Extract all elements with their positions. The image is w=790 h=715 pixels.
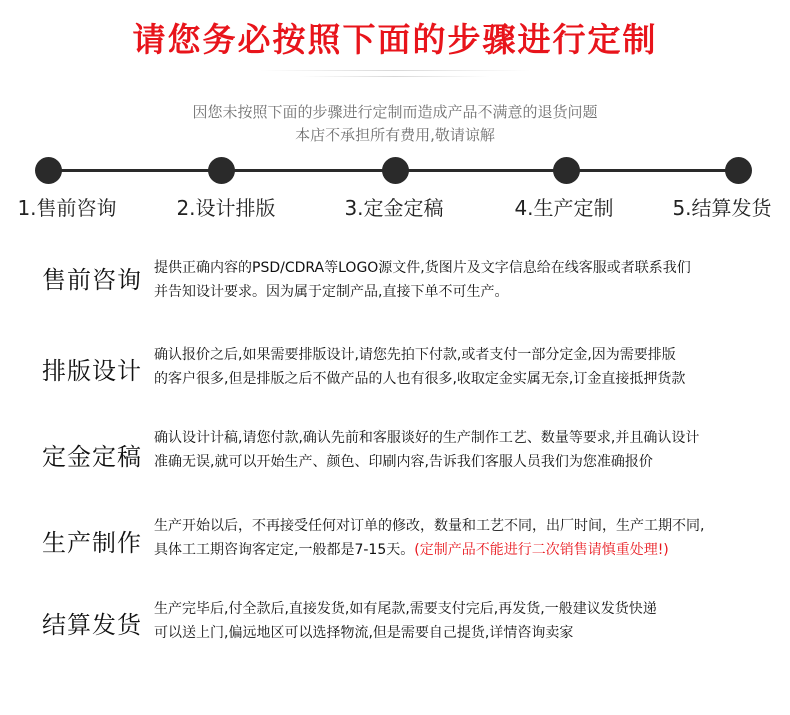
section-body-settlement [154,597,774,645]
section-line: 生产开始以后，不再接受任何对订单的修改，数量和工艺不同，出厂时间，生产工期不同, [154,518,705,534]
section-body-deposit [154,426,774,474]
timeline-dot [725,157,752,184]
section-line: 生产完毕后,付全款后,直接发货,如有尾款,需要支付完后,再发货,一般建议发货快递 [154,601,657,617]
step-label-5: 5.结算发货 [672,196,772,220]
section-line: 准确无误,就可以开始生产、颜色、印刷内容,告诉我们客服人员我们为您准确报价 [154,454,653,470]
section-line: 的客户很多,但是排版之后不做产品的人也有很多,收取定金实属无奈,订金直接抵押货款 [154,371,686,387]
section-body-presale [154,256,774,304]
step-label-1: 1.售前咨询 [17,196,117,220]
step-label-2: 2.设计排版 [176,196,276,220]
notice-line-1: 因您未按照下面的步骤进行定制而造成产品不满意的退货问题 [192,103,598,121]
section-title-layout: 排版设计 [42,357,142,385]
section-title-deposit: 定金定稿 [42,443,142,471]
section-line-text: 具体工工期咨询客定定,一般都是7-15天。 [154,542,415,558]
section-line: 提供正确内容的PSD/CDRA等LOGO源文件,货图片及文字信息给在线客服或者联系我们 [154,260,691,276]
section-body-layout [154,343,774,391]
section-line [154,538,774,562]
step-label-4: 4.生产定制 [514,196,614,220]
timeline-dot [382,157,409,184]
section-title-presale: 售前咨询 [42,266,142,294]
section-line: 可以送上门,偏远地区可以选择物流,但是需要自己提货,详情咨询卖家 [154,625,574,641]
section-title-settlement: 结算发货 [42,611,142,639]
section-line: 确认设计计稿,请您付款,确认先前和客服谈好的生产制作工艺、数量等要求,并且确认设计 [154,430,700,446]
timeline-dot [208,157,235,184]
decorative-divider [260,70,530,71]
timeline-dot [553,157,580,184]
decorative-divider [300,76,490,77]
timeline-dot [35,157,62,184]
page-title: 请您务必按照下面的步骤进行定制 [132,20,658,59]
section-body-production [154,514,774,562]
section-line: 并告知设计要求。因为属于定制产品,直接下单不可生产。 [154,284,509,300]
warning-note: (定制产品不能进行二次销售请慎重处理!) [414,542,669,558]
step-label-3: 3.定金定稿 [344,196,444,220]
section-line: 确认报价之后,如果需要排版设计,请您先拍下付款,或者支付一部分定金,因为需要排版 [154,347,676,363]
section-title-production: 生产制作 [42,529,142,557]
notice-line-2: 本店不承担所有费用,敬请谅解 [295,126,495,144]
